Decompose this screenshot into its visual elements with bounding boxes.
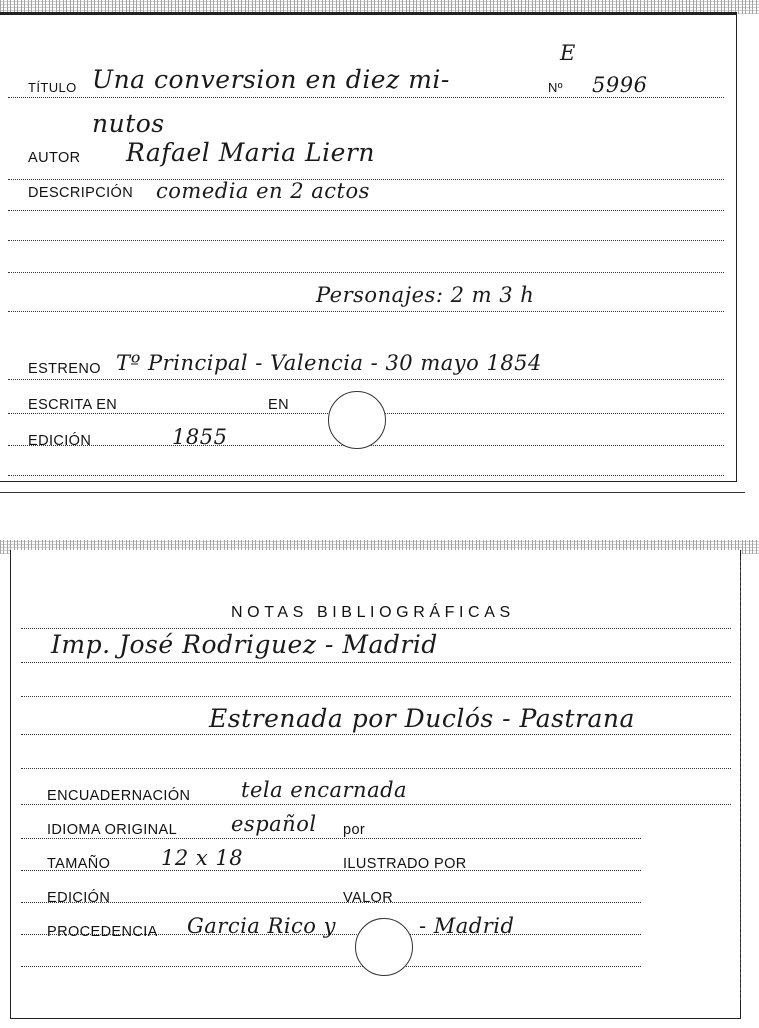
en-label: EN	[268, 397, 289, 413]
edicion-value: 1855	[172, 425, 228, 449]
autor-label: AUTOR	[28, 150, 81, 166]
rule-line	[21, 870, 641, 871]
rule-line	[8, 311, 724, 312]
edicion-label-back: EDICIÓN	[47, 890, 111, 906]
autor-value: Rafael Maria Liern	[126, 138, 375, 167]
rule-line	[21, 838, 641, 839]
rule-line	[8, 97, 724, 98]
rule-line	[21, 662, 731, 663]
valor-label: VALOR	[343, 890, 394, 906]
rule-line	[8, 272, 724, 273]
nota-imprenta: Imp. José Rodriguez - Madrid	[51, 630, 438, 659]
rule-line	[8, 475, 724, 476]
rule-line	[21, 902, 641, 903]
punch-hole	[355, 918, 413, 976]
edicion-label: EDICIÓN	[28, 433, 92, 449]
notas-heading: NOTAS BIBLIOGRÁFICAS	[231, 604, 515, 621]
idioma-label: IDIOMA ORIGINAL	[47, 822, 178, 838]
numero-value: 5996	[592, 73, 648, 97]
punch-hole	[328, 391, 386, 449]
rule-line	[8, 379, 724, 380]
rule-line	[21, 696, 731, 697]
nota-estreno: Estrenada por Duclós - Pastrana	[209, 704, 635, 733]
catalog-card-back	[10, 550, 741, 1019]
estreno-label: ESTRENO	[28, 361, 101, 377]
descripcion-value: comedia en 2 actos	[156, 179, 370, 203]
rule-line	[21, 734, 731, 735]
procedencia-value-cont: - Madrid	[419, 914, 515, 938]
rule-line	[8, 210, 724, 211]
catalog-card-front	[0, 12, 737, 482]
procedencia-label: PROCEDENCIA	[47, 924, 158, 940]
titulo-value: Una conversion en diez mi-	[92, 65, 450, 94]
titulo-continuation: nutos	[92, 109, 165, 138]
tamano-value: 12 x 18	[161, 846, 244, 870]
numero-letter: E	[560, 41, 576, 65]
rule-line	[21, 628, 731, 629]
rule-line	[21, 966, 641, 967]
card-separator-line	[0, 492, 745, 493]
encuadernacion-value: tela encarnada	[241, 778, 408, 802]
procedencia-value: Garcia Rico y	[187, 914, 336, 938]
rule-line	[21, 768, 731, 769]
titulo-label: TÍTULO	[28, 80, 77, 95]
encuadernacion-label: ENCUADERNACIÓN	[47, 788, 191, 804]
idioma-value: español	[231, 812, 317, 836]
personajes-value: Personajes: 2 m 3 h	[316, 283, 535, 307]
rule-line	[8, 240, 724, 241]
estreno-value: Tº Principal - Valencia - 30 mayo 1854	[116, 351, 542, 375]
por-label: por	[343, 822, 366, 838]
escrita-label: ESCRITA EN	[28, 397, 118, 413]
card-top-edge	[0, 13, 736, 15]
rule-line	[21, 804, 731, 805]
descripcion-label: DESCRIPCIÓN	[28, 185, 134, 201]
tamano-label: TAMAÑO	[47, 856, 111, 872]
ilustrado-label: ILUSTRADO POR	[343, 856, 467, 872]
numero-label: Nº	[548, 80, 563, 95]
scan-edge-mark	[740, 560, 741, 1000]
